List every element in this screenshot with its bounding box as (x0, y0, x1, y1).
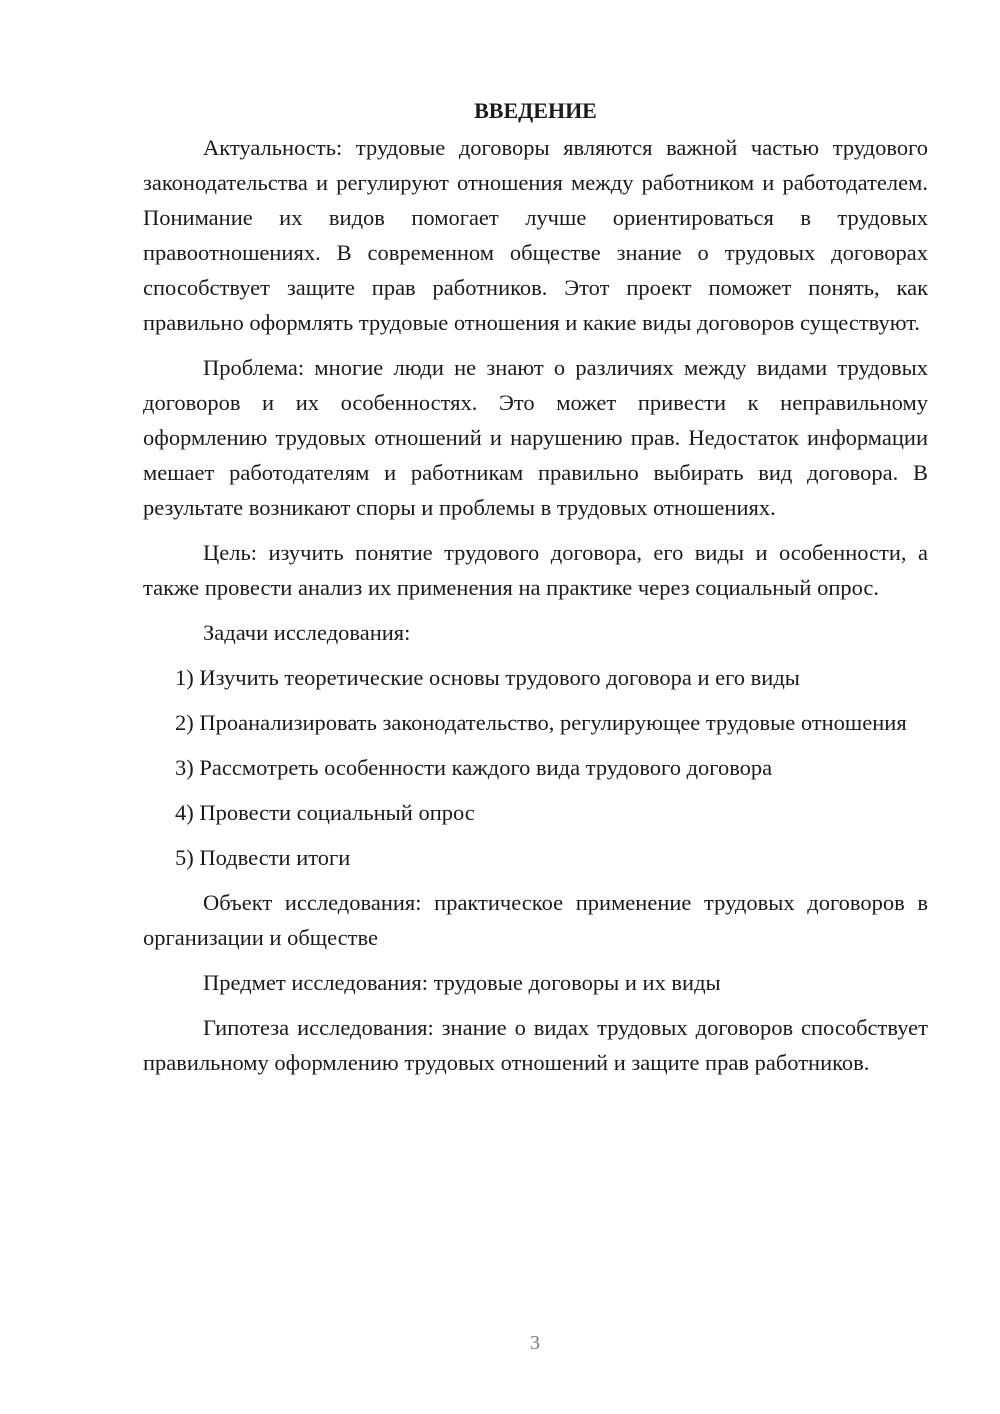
task-item-2: 2) Проанализировать законодательство, регулирующее трудовые отношения (175, 710, 907, 735)
document-page (143, 96, 928, 1090)
task-item-3: 3) Рассмотреть особенности каждого вида трудового договора (175, 755, 773, 780)
tasks-heading: Задачи исследования: (203, 620, 411, 645)
task-item-4: 4) Провести социальный опрос (175, 800, 475, 825)
relevance-paragraph: Актуальность: трудовые договоры являются важной частью трудового законодательства и регулируют отношения между работником и работодателем. Понимание их видов помогает лучше ориентироваться в трудовых правоотношениях. В современном обществе знание о трудовых договорах способствует защите прав работников. Этот проект поможет понять, как правильно оформлять трудовые отношения и какие виды договоров существуют. (143, 135, 928, 335)
task-item-1: 1) Изучить теоретические основы трудового договора и его виды (175, 665, 800, 690)
problem-paragraph: Проблема: многие люди не знают о различиях между видами трудовых договоров и их особенностях. Это может привести к неправильному оформлению трудовых отношений и нарушению прав. Недостаток информации мешает работодателям и работникам правильно выбирать вид договора. В результате возникают споры и проблемы в трудовых отношениях. (143, 355, 928, 520)
hypothesis-paragraph: Гипотеза исследования: знание о видах трудовых договоров способствует правильному оформлению трудовых отношений и защите прав работников. (143, 1015, 928, 1075)
page-number: 3 (530, 1332, 540, 1354)
page-title: ВВЕДЕНИЕ (474, 98, 597, 123)
goal-paragraph: Цель: изучить понятие трудового договора, его виды и особенности, а также провести анализ их применения на практике через социальный опрос. (143, 540, 928, 600)
object-paragraph: Объект исследования: практическое применение трудовых договоров в организации и обществе (143, 890, 928, 950)
task-item-5: 5) Подвести итоги (175, 845, 351, 870)
subject-paragraph: Предмет исследования: трудовые договоры и их виды (203, 970, 721, 995)
